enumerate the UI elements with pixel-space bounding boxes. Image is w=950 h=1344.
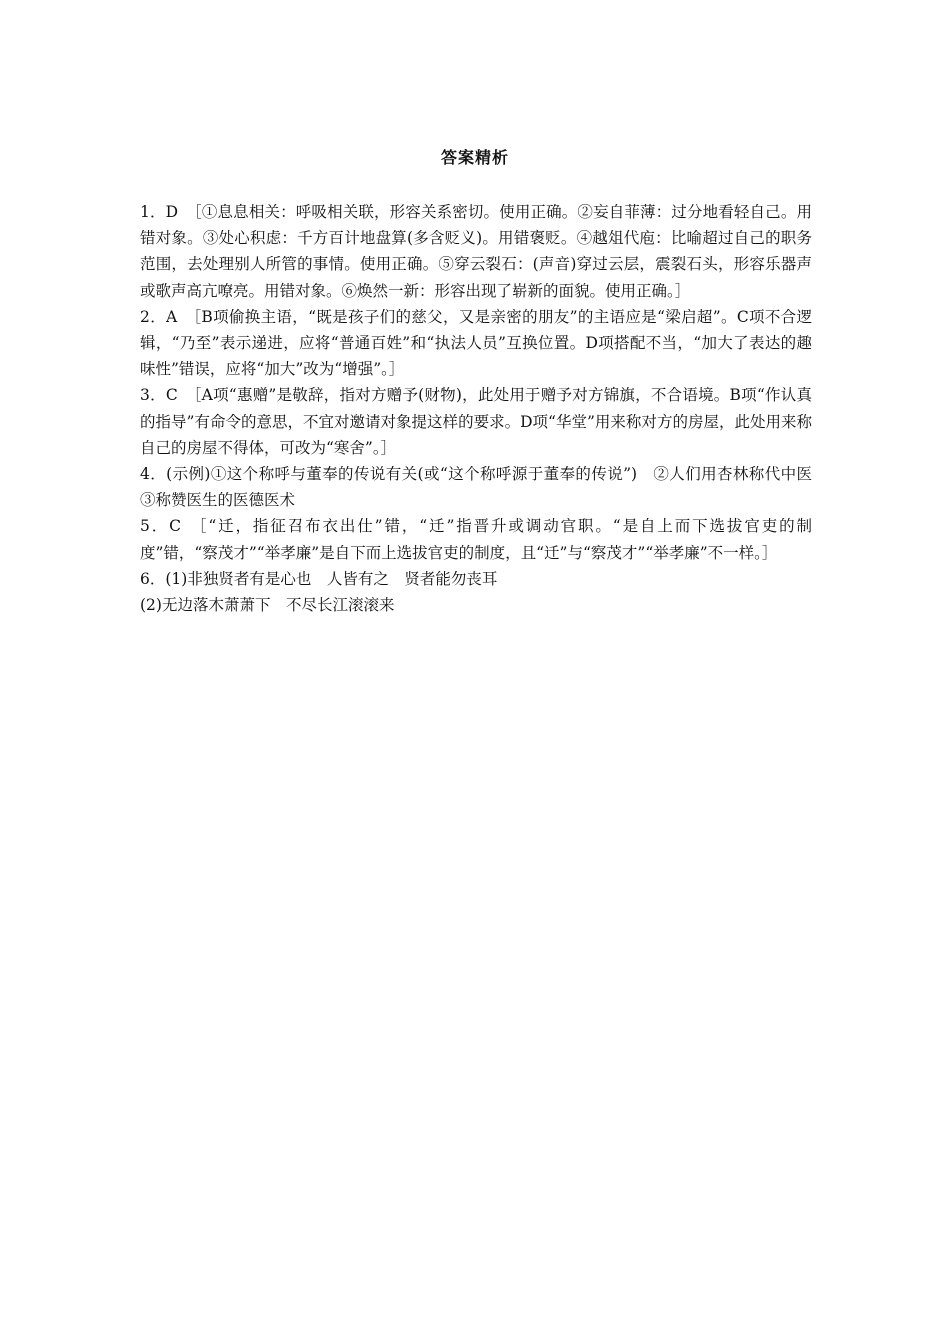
answer-explanation: (1)非独贤者有是心也 人皆有之 贤者能勿丧耳 <box>165 569 498 588</box>
answer-choice: C <box>169 517 182 536</box>
answer-choice: A <box>166 307 178 326</box>
answer-list <box>140 199 828 618</box>
answer-explanation: ［①息息相关：呼吸相关联，形容关系密切。使用正确。②妄自菲薄：过分地看轻自己。用错对象。③处心积虑：千方百计地盘算(多含贬义)。用错褒贬。④越俎代庖：比喻超过自己的职务范围，去处理别人所管的事情。使用正确。⑤穿云裂石：(声音)穿过云层，震裂石头，形容乐器声或歌声高亢嘹亮。用错对象。⑥焕然一新：形容出现了崭新的面貌。使用正确。］ <box>140 203 812 300</box>
answer-item-1 <box>140 199 812 304</box>
answer-number: 6． <box>140 569 166 588</box>
answer-item-2 <box>140 304 812 383</box>
answer-item-3 <box>140 382 812 461</box>
answer-item-4 <box>140 461 828 513</box>
answer-explanation: ［B项偷换主语，“既是孩子们的慈父，又是亲密的朋友”的主语应是“梁启超”。C项不合逻辑，“乃至”表示递进，应将“普通百姓”和“执法人员”互换位置。D项搭配不当，“加大了表达的趣味性”错误，应将“加大”改为“增强”。］ <box>140 307 812 379</box>
page-title: 答案精析 <box>440 148 509 167</box>
answer-explanation: (示例)①这个称呼与董奉的传说有关(或“这个称呼源于董奉的传说”) ②人们用杏林称代中医 ③称赞医生的医德医术 <box>140 465 828 510</box>
answer-explanation: (2)无边落木萧萧下 不尽长江滚滚来 <box>140 596 395 615</box>
answer-choice: D <box>165 203 179 221</box>
answer-number: 1． <box>140 203 166 221</box>
answer-number: 4． <box>140 465 167 484</box>
answer-item-6-part-2 <box>140 592 812 618</box>
answer-number: 2． <box>140 307 167 326</box>
answer-number: 5． <box>140 517 170 536</box>
answer-item-5 <box>140 513 812 565</box>
answer-explanation: ［“迁，指征召布衣出仕”错，“迁”指晋升或调动官职。“是自上而下选拔官吏的制度”错，“察茂才”“举孝廉”是自下而上选拔官吏的制度，且“迁”与“察茂才”“举孝廉”不一样。］ <box>140 517 812 562</box>
answer-explanation: ［A项“惠赠”是敬辞，指对方赠予(财物)，此处用于赠予对方锦旗，不合语境。B项“作认真的指导”有命令的意思，不宜对邀请对象提这样的要求。D项“华堂”用来称对方的房屋，此处用来称自己的房屋不得体，可改为“寒舍”。］ <box>140 386 812 457</box>
answer-choice: C <box>165 386 178 405</box>
answer-item-6-part-1 <box>140 566 812 592</box>
answer-number: 3． <box>140 386 166 405</box>
